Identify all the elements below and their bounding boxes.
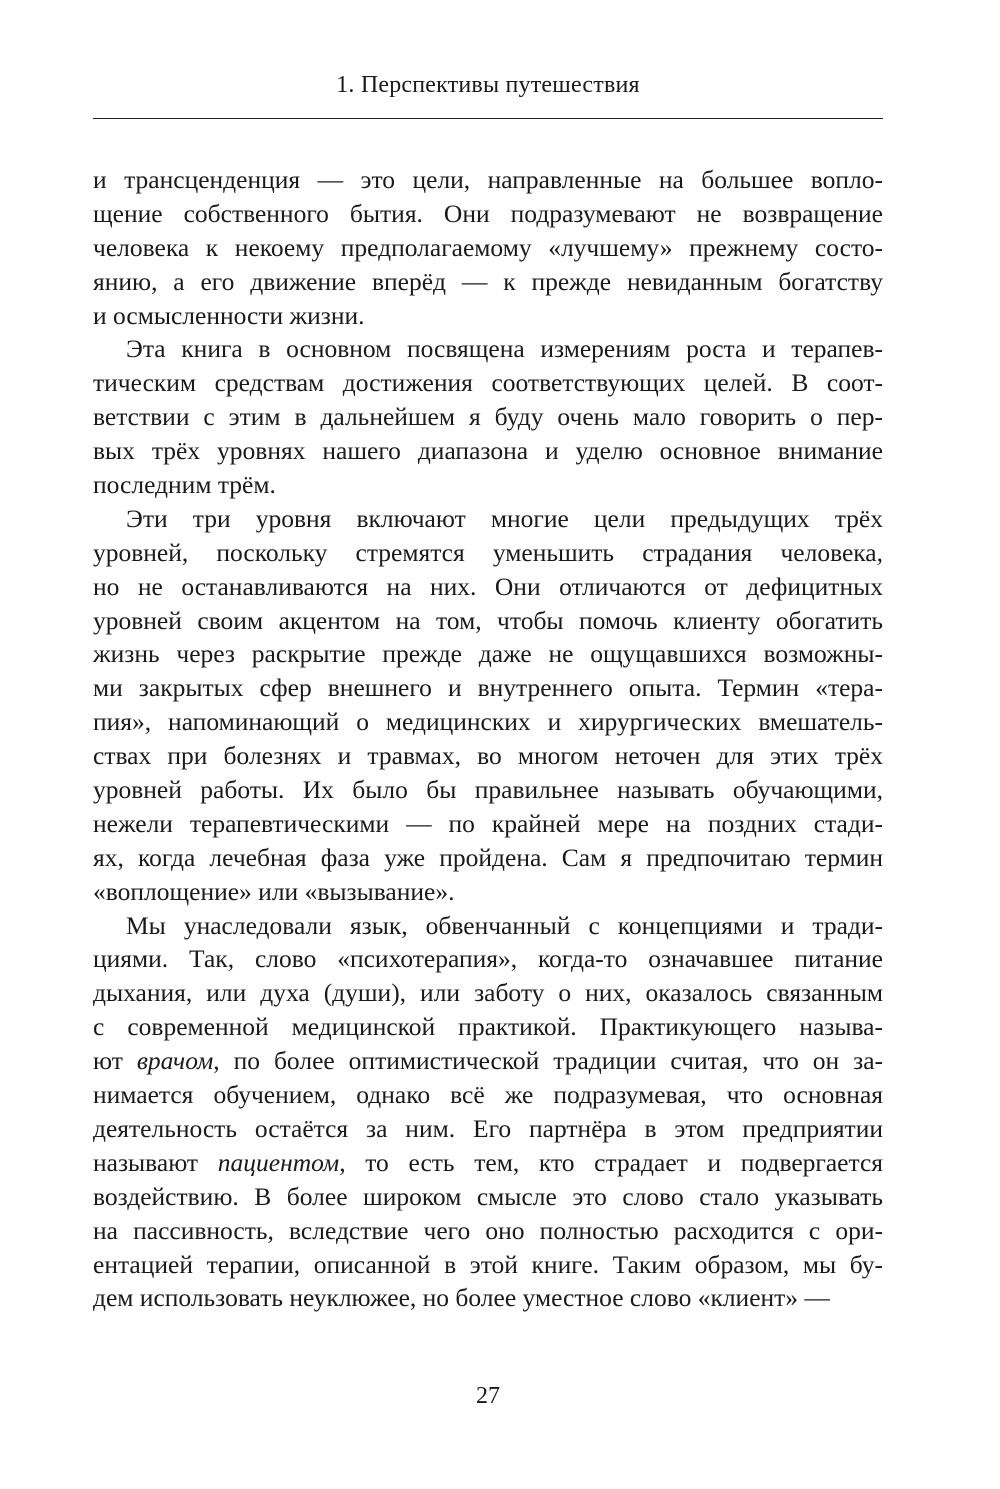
text-line: Эта книга в основном посвящена измерениям роста и терапев- (126, 334, 883, 364)
text-line: нимается обучением, однако всё же подразумевая, что основная (93, 1080, 883, 1110)
paragraph (93, 163, 883, 332)
text-line: вых трёх уровнях нашего диапазона и уделю основное внимание (93, 436, 883, 466)
text-line: и трансценденция — это цели, направленные на большее вопло- (93, 165, 883, 194)
text-line: уровней своим акцентом на том, чтобы помочь клиенту обогатить (93, 605, 883, 635)
text-line: ях, когда лечебная фаза уже пройдена. Сам я предпочитаю термин (93, 842, 883, 872)
text-line: янию, а его движение вперёд — к прежде невиданным богатству (93, 266, 883, 296)
text-line: дыхания, или духа (души), или заботу о них, оказалось связанным (93, 978, 883, 1008)
text-line: нежели терапевтическими — по крайней мере на поздних стади- (93, 808, 883, 838)
text-line: ствах при болезнях и травмах, во многом неточен для этих трёх (93, 741, 883, 771)
text-line: ветствии с этим в дальнейшем я буду очень мало говорить о пер- (93, 402, 883, 432)
text-line: ентацией терапии, описанной в этой книге. Таким образом, мы бу- (93, 1249, 883, 1279)
text-line: но не останавливаются на них. Они отличаются от дефицитных (93, 571, 883, 601)
text-line: человека к некоему предполагаемому «лучшему» прежнему состо- (93, 232, 883, 262)
text-line: уровней работы. Их было бы правильнее называть обучающими, (93, 775, 883, 805)
text-line: уровней, поскольку стремятся уменьшить страдания человека, (93, 537, 883, 567)
text-line: с современной медицинской практикой. Практикующего называ- (93, 1012, 883, 1042)
running-header: 1. Перспективы путешествия (336, 72, 640, 98)
text-line: Мы унаследовали язык, обвенчанный с концепциями и тради- (126, 910, 883, 940)
text-line: жизнь через раскрытие прежде даже не ощущавшихся возможны- (93, 639, 883, 669)
text-line: деятельность остаётся за ним. Его партнёра в этом предприятии (93, 1113, 883, 1143)
paragraph (93, 909, 883, 1316)
text-line: Эти три уровня включают многие цели предыдущих трёх (126, 503, 883, 533)
text-line: на пассивность, вследствие чего оно полностью расходится с ори- (93, 1215, 883, 1245)
paragraph (93, 332, 883, 501)
text-line: последним трём. (93, 470, 276, 500)
text-line: и осмысленности жизни. (93, 300, 365, 330)
body-text (93, 163, 883, 1315)
emphasis: врачом (136, 1046, 214, 1076)
page-number: 27 (476, 1383, 500, 1409)
text-line: ми закрытых сфер внешнего и внутреннего опыта. Термин «тера- (93, 673, 883, 703)
text-line: «воплощение» или «вызывание». (93, 876, 455, 906)
text-line: ют врачом, по более оптимистической традиции считая, что он за- (93, 1046, 884, 1076)
text-line: воздействию. В более широком смысле это слово стало указывать (93, 1181, 883, 1211)
text-line: пия», напоминающий о медицинских и хирургических вмешатель- (93, 707, 883, 737)
text-line: циями. Так, слово «психотерапия», когда-то означавшее питание (93, 944, 883, 974)
header-rule (93, 118, 883, 119)
text-line: тическим средствам достижения соответствующих целей. В соот- (93, 368, 883, 398)
text-line: щение собственного бытия. Они подразумевают не возвращение (93, 198, 883, 228)
text-line: называют пациентом, то есть тем, кто страдает и подвергается (93, 1147, 883, 1177)
emphasis: пациентом (217, 1147, 340, 1177)
text-line: дем использовать неуклюжее, но более уместное слово «клиент» — (93, 1283, 830, 1313)
paragraph (93, 502, 883, 909)
